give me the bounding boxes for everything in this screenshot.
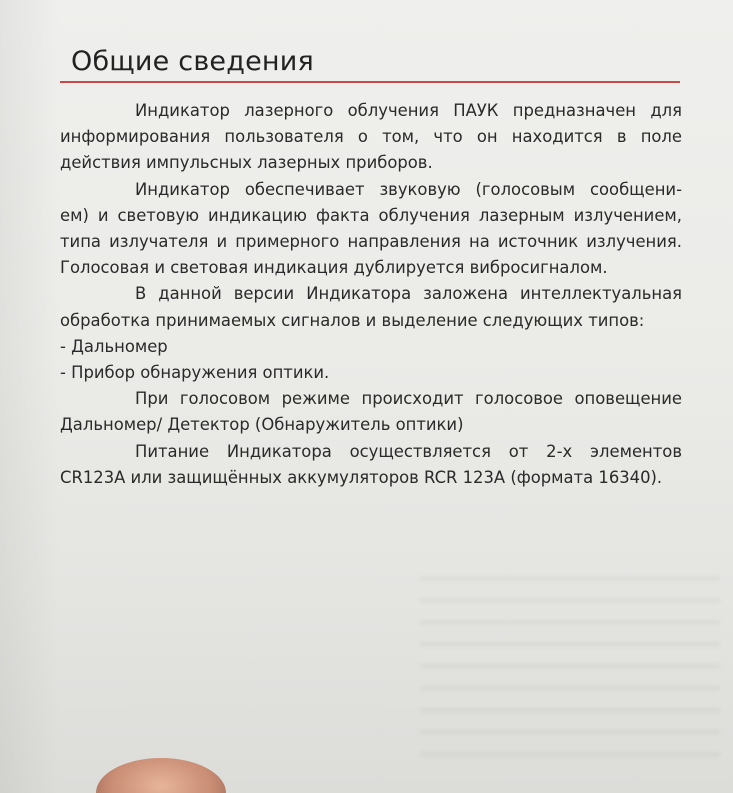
text-line: Дальномер/ Детектор (Обнаружитель оптики)	[60, 415, 464, 435]
text-line: Индикатор обеспечивает звуковую (голосовым сообщени-	[135, 179, 682, 199]
text-line: ем) и световую индикацию факта облучения лазерным излучением,	[60, 205, 682, 225]
text-line: В данной версии Индикатора заложена интеллектуальная	[135, 284, 682, 304]
thumb	[96, 758, 226, 793]
text-line: информирования пользователя о том, что он находится в поле	[60, 127, 682, 147]
text-line: типа излучателя и примерного направления на источник излучения.	[60, 232, 682, 252]
heading-underline	[60, 81, 680, 83]
text-line: Индикатор лазерного облучения ПАУК предназначен для	[135, 101, 682, 120]
section-heading: Общие сведения	[71, 46, 314, 77]
list-item: - Прибор обнаружения оптики.	[60, 363, 330, 383]
body-text	[60, 98, 682, 491]
text-line: обработка принимаемых сигналов и выделение следующих типов:	[60, 310, 645, 330]
text-line: действия импульсных лазерных приборов.	[60, 153, 433, 173]
list-item: - Дальномер	[60, 336, 168, 356]
text-line: CR123A или защищённых аккумуляторов RCR 123A (формата 16340).	[60, 467, 663, 487]
text-line: При голосовом режиме происходит голосовое оповещение	[135, 389, 682, 409]
text-line: Питание Индикатора осуществляется от 2-х элементов	[135, 441, 682, 461]
text-line: Голосовая и световая индикация дублируется вибросигналом.	[60, 258, 608, 278]
page-edge-shadow	[0, 0, 60, 793]
bleed-through-text	[420, 560, 720, 760]
